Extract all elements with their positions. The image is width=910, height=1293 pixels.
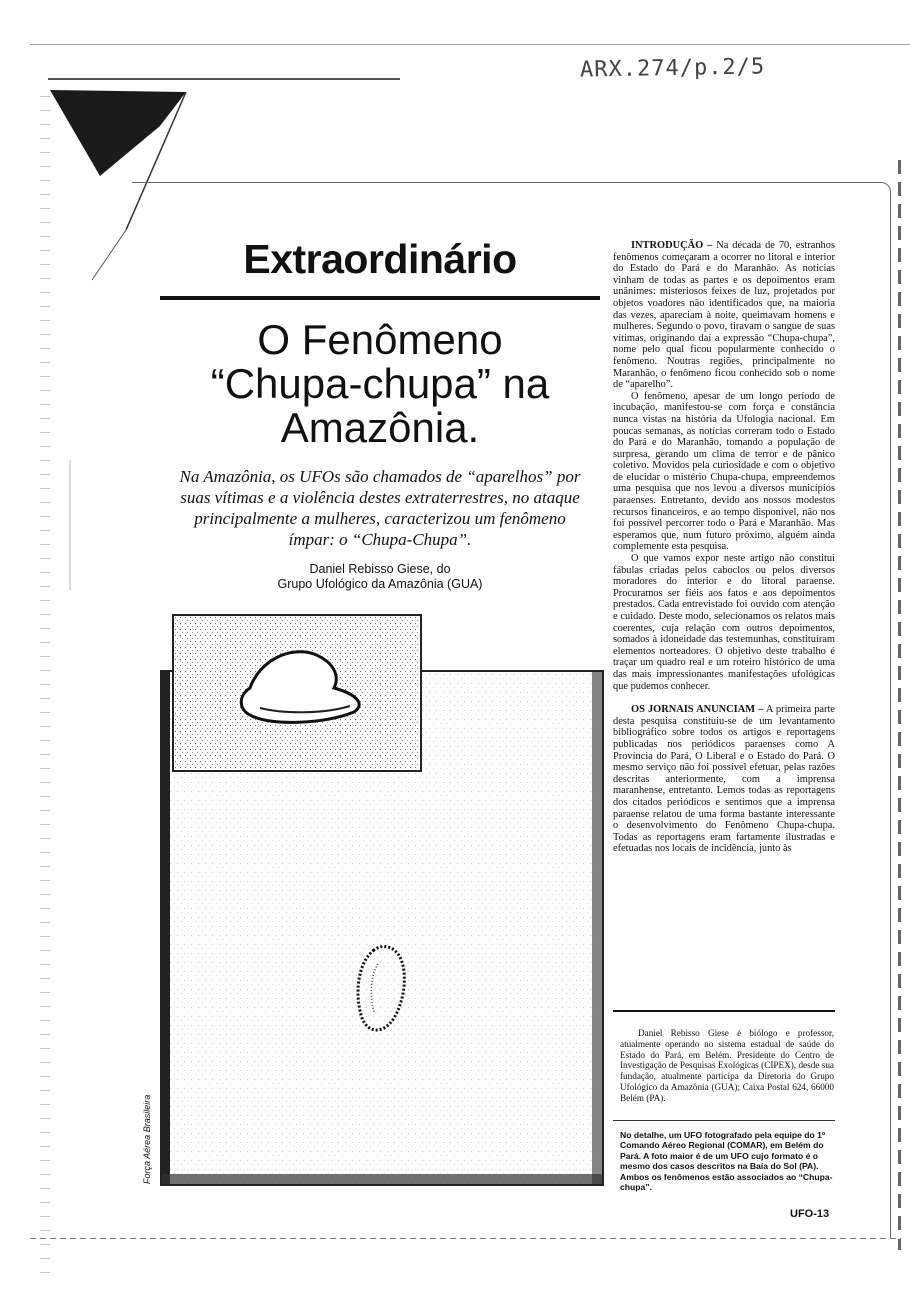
byline xyxy=(200,562,560,592)
byline-group: Grupo Ufológico da Amazônia (GUA) xyxy=(277,577,483,591)
ufo-photo-detail-image xyxy=(174,616,420,770)
section-label: Extraordinário xyxy=(243,236,517,282)
scan-top-edge xyxy=(30,44,910,45)
archive-reference: ARX.274/p.2/5 xyxy=(579,54,766,83)
jornais-paragraph: OS JORNAIS ANUNCIAM – A primeira parte desta pesquisa constituiu-se de um levantamento bibliográfico sobre todos os artigos e reportagens publicadas nos periódicos paraenses como A Província do Pará, O Liberal e o Estado do Pará. O mesmo serviço não foi possível efetuar, pelas razões descritas anteriormente, com a imprensa maranhense, entretanto. Lemos todas as reportagens dos citados periódicos e sentimos que a imprensa paraense relatou de uma forma bastante interessante o desenvolvimento do Fenômeno Chupa-chupa. Todas as reportagens eram fartamente ilustradas e efetuadas nos locais de incidência, junto às xyxy=(613,704,835,855)
jornais-heading: OS JORNAIS ANUNCIAM – xyxy=(631,704,764,716)
scan-bottom-edge xyxy=(30,1238,900,1239)
intro-paragraph-1: INTRODUÇÃO – Na década de 70, estranhos fenômenos começaram a ocorrer no litoral e interior do Estado do Pará e do Maranhão. As notícias vinham de todas as partes e os depoimentos eram unânimes: misteriosos feixes de luz, projetados por objetos voadores não identificados que, na maioria das vezes, apareciam à noite, queimavam homens e mulheres. Segundo o povo, tiravam o sangue de suas vítimas, originando daí a expressão “Chupa-chupa”, nome pelo qual ficou popularmente conhecido o fenômeno. Noutras regiões, principalmente no Maranhão, o fenômeno ficou conhecido sob o nome de “aparelho”. xyxy=(613,240,835,391)
headline-line-2: “Chupa-chupa” na xyxy=(210,360,550,407)
caption-divider xyxy=(613,1120,835,1121)
lede: Na Amazônia, os UFOs são chamados de “aparelhos” por suas vítimas e a violência destes extraterrestres, no ataque principalmente a mulheres, caracterizou um fenômeno ímpar: o “Chupa-Chupa”. xyxy=(179,467,581,549)
scan-right-strip xyxy=(898,160,901,1250)
title-divider xyxy=(160,296,600,300)
byline-author: Daniel Rebisso Giese, do xyxy=(309,562,451,576)
intro-heading: INTRODUÇÃO – xyxy=(631,240,713,251)
article-column xyxy=(613,240,835,855)
photo-caption: No detalhe, um UFO fotografado pela equipe do 1º Comando Aéreo Regional (COMAR), em Belém do Pará. A foto maior é de um UFO cujo formato é o mesmo dos casos descritos na Baía do Sol (PA). Ambos os fenômenos estão associados ao “Chupa-chupa”. xyxy=(620,1130,833,1193)
headline-line-3: Amazônia. xyxy=(280,404,480,451)
headline-line-1: O Fenômeno xyxy=(257,316,503,363)
author-bio: Daniel Rebisso Giese é biólogo e professor, atualmente operando no sistema estadual de saúde do Estado do Pará, em Belém. Presidente do Centro de Investigação de Pesquisas Exológicas (CIPEX), desde sua fundação, atualmente participa da Diretoria do Grupo Ufológico da Amazônia (GUA); Caixa Postal 624, 66000 Belém (PA). xyxy=(620,1028,834,1103)
bio-divider xyxy=(613,1010,835,1012)
page-number: UFO-13 xyxy=(790,1208,830,1220)
photo-credit: Força Aérea Brasileira xyxy=(142,1094,152,1184)
intro-paragraph-2: O fenômeno, apesar de um longo período de incubação, manifestou-se com força e constância nunca vistas na história da Ufologia nacional. Em poucas semanas, as notícias correram todo o Estado do Pará e do Maranhão, tomando a população de surpresa, gerando um clima de terror e de pânico coletivo. Movidos pela curiosidade e com o objetivo de elucidar o mistério Chupa-chupa, empreendemos uma pesquisa que nos levou a diversos municípios paraenses. Entretanto, devido aos nossos modestos recursos financeiros, e ao tempo disponível, não nos foi possível percorrer todo o Pará e Maranhão. Mas esperamos que, num futuro próximo, alguém ainda complemente esta pesquisa. xyxy=(613,390,835,553)
headline xyxy=(160,318,600,450)
ufo-photo-detail xyxy=(172,614,422,772)
intro-paragraph-3: O que vamos expor neste artigo não constitui fábulas criadas pelos caboclos ou pelos diversos moradores do interior e do litoral paraense. Procuramos ser fiéis aos fatos e aos depoimentos prestados. Cada entrevistado foi ouvido com atenção e cuidado. Deste modo, selecionamos os relatos mais coerentes, cuja relação com outros depoimentos, somados à idoneidade das testemunhas, constituíram elementos norteadores. O objetivo deste trabalho é traçar um quadro real e um roteiro histórico de uma das mais impressionantes manifestações ufológicas que pudemos conhecer. xyxy=(613,553,835,692)
